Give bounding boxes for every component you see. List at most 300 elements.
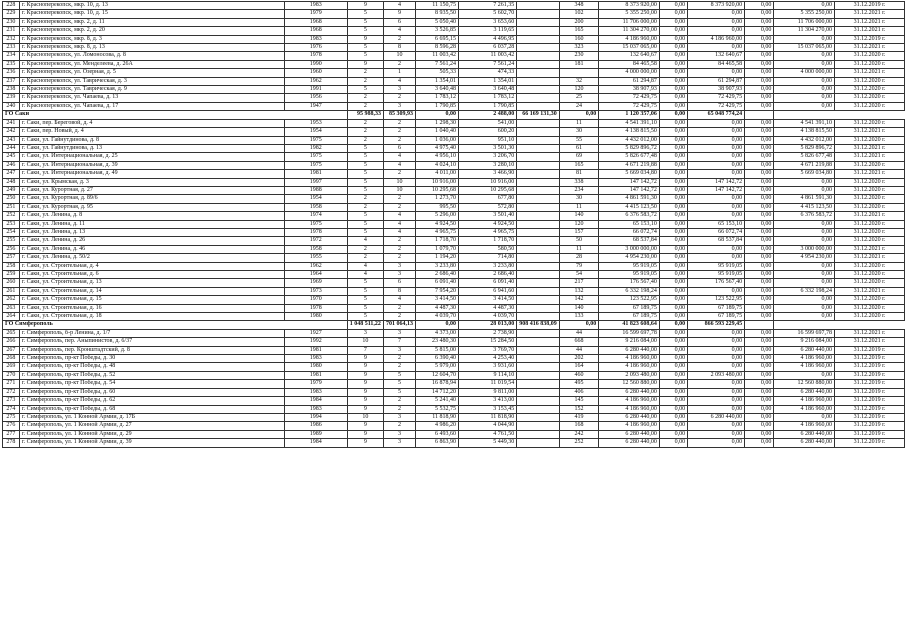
table-cell: 668 xyxy=(559,338,599,346)
table-cell: 0,00 xyxy=(659,44,687,52)
table-cell: 0,00 xyxy=(659,296,687,304)
table-cell: 234 xyxy=(559,186,599,194)
table-cell xyxy=(517,329,560,337)
table-cell: 1979 xyxy=(284,10,347,18)
table-cell: 6 493,60 xyxy=(415,430,458,438)
row-number: 229 xyxy=(3,10,20,18)
table-cell: 6 390,40 xyxy=(415,355,458,363)
table-cell: 67 189,75 xyxy=(599,313,660,321)
table-cell: 2 686,40 xyxy=(459,271,517,279)
address-cell: г. Саки, ул. Ленина, д. 46 xyxy=(19,245,284,253)
table-cell: 460 xyxy=(559,371,599,379)
table-cell: 1978 xyxy=(284,228,347,236)
table-cell: 0,00 xyxy=(659,18,687,26)
table-cell: 1984 xyxy=(284,439,347,447)
table-cell: 1 354,01 xyxy=(459,77,517,85)
address-cell: г. Симферополь, ул. 1 Конной Армии, д. 17Б xyxy=(19,413,284,421)
subtotal-cell: 85 309,93 xyxy=(383,111,415,119)
table-cell: 11 xyxy=(559,245,599,253)
table-cell: 0,00 xyxy=(659,77,687,85)
table-cell xyxy=(517,254,560,262)
row-number: 271 xyxy=(3,380,20,388)
table-cell: 0,00 xyxy=(774,304,835,312)
table-cell: 0,00 xyxy=(688,203,745,211)
row-number: 261 xyxy=(3,287,20,295)
table-cell: 0,00 xyxy=(745,119,774,127)
table-cell: 10 295,68 xyxy=(415,186,458,194)
table-cell: 31.12.2020 г. xyxy=(834,237,904,245)
table-cell: 323 xyxy=(559,44,599,52)
table-cell: 3 xyxy=(383,86,415,94)
table-cell: 2 xyxy=(347,203,383,211)
table-cell: 0,00 xyxy=(745,245,774,253)
table-cell: 31.12.2020 г. xyxy=(834,52,904,60)
subtotal-cell: 28 013,00 xyxy=(459,321,517,329)
address-cell: г. Саки, ул. Ленина, д. 8 xyxy=(19,212,284,220)
table-cell: 55 xyxy=(559,136,599,144)
table-cell: 0,00 xyxy=(659,430,687,438)
table-cell: 2 xyxy=(383,355,415,363)
table-row xyxy=(3,77,905,85)
table-cell xyxy=(517,170,560,178)
table-cell: 1968 xyxy=(284,18,347,26)
table-cell: 1992 xyxy=(284,338,347,346)
table-cell: 2 093 480,00 xyxy=(599,371,660,379)
table-cell xyxy=(517,228,560,236)
table-cell: 0,00 xyxy=(659,262,687,270)
table-cell xyxy=(517,346,560,354)
table-cell: 5 355 250,00 xyxy=(774,10,835,18)
table-cell: 2 xyxy=(383,422,415,430)
table-cell: 12 604,70 xyxy=(415,371,458,379)
table-row xyxy=(3,254,905,262)
table-row xyxy=(3,228,905,236)
table-cell: 147 142,72 xyxy=(688,178,745,186)
table-cell: 133 xyxy=(559,313,599,321)
table-cell: 9 216 084,00 xyxy=(774,338,835,346)
table-cell: 95 919,05 xyxy=(688,271,745,279)
table-row xyxy=(3,279,905,287)
table-cell: 31.12.2019 г. xyxy=(834,413,904,421)
table-row xyxy=(3,287,905,295)
row-number: 252 xyxy=(3,212,20,220)
table-cell: 0,00 xyxy=(745,195,774,203)
table-cell: 4 253,40 xyxy=(459,355,517,363)
table-cell: 0,00 xyxy=(688,439,745,447)
table-cell: 30 xyxy=(559,128,599,136)
table-cell: 31.12.2020 г. xyxy=(834,262,904,270)
address-cell: г. Саки, ул. Интернациональная, д. 39 xyxy=(19,161,284,169)
subtotal-cell: 0,00 xyxy=(659,321,687,329)
table-row xyxy=(3,10,905,18)
table-cell: 0,00 xyxy=(774,220,835,228)
address-cell: г. Красноперекопск, ул. Менделеева, д. 26А xyxy=(19,60,284,68)
table-cell: 3 414,50 xyxy=(415,296,458,304)
table-cell: 16 599 697,78 xyxy=(599,329,660,337)
table-cell xyxy=(517,279,560,287)
table-row xyxy=(3,388,905,396)
table-cell: 84 465,58 xyxy=(688,60,745,68)
table-cell: 4 373,00 xyxy=(415,329,458,337)
table-cell: 200 xyxy=(559,18,599,26)
table-cell: 0,00 xyxy=(688,363,745,371)
table-cell: 5 xyxy=(347,161,383,169)
table-cell: 5 826 677,48 xyxy=(599,153,660,161)
table-cell xyxy=(517,262,560,270)
table-row xyxy=(3,27,905,35)
address-cell: г. Саки, пер. Новый, д. 4 xyxy=(19,128,284,136)
table-cell: 1 354,01 xyxy=(415,77,458,85)
address-cell: г. Саки, ул. Строительная, д. 16 xyxy=(19,304,284,312)
row-number: 247 xyxy=(3,170,20,178)
table-row xyxy=(3,60,905,68)
row-number: 264 xyxy=(3,313,20,321)
table-cell: 5 xyxy=(347,144,383,152)
table-cell: 0,00 xyxy=(774,77,835,85)
table-cell: 0,00 xyxy=(745,136,774,144)
table-cell xyxy=(517,161,560,169)
table-cell: 5 xyxy=(347,10,383,18)
table-cell: 1978 xyxy=(284,304,347,312)
table-cell: 0,00 xyxy=(745,363,774,371)
table-cell: 6 376 583,72 xyxy=(599,212,660,220)
table-cell: 0,00 xyxy=(745,170,774,178)
table-cell: 3 640,48 xyxy=(415,86,458,94)
table-cell: 38 907,93 xyxy=(599,86,660,94)
row-number: 238 xyxy=(3,86,20,94)
table-cell: 123 522,95 xyxy=(688,296,745,304)
table-cell: 0,00 xyxy=(774,60,835,68)
table-cell: 2 xyxy=(383,237,415,245)
address-cell: г. Симферополь, пр-кт Победы, д. 48 xyxy=(19,363,284,371)
table-cell: 10 xyxy=(347,413,383,421)
table-cell xyxy=(517,102,560,110)
table-cell: 95 919,05 xyxy=(599,262,660,270)
table-cell: 0,00 xyxy=(688,161,745,169)
table-cell: 6 091,40 xyxy=(459,279,517,287)
table-cell: 2 xyxy=(383,245,415,253)
table-row xyxy=(3,35,905,43)
address-cell: г. Симферополь, ул. 1 Конной Армии, д. 39 xyxy=(19,439,284,447)
table-cell: 3 233,80 xyxy=(415,262,458,270)
row-number: 253 xyxy=(3,220,20,228)
table-cell: 0,00 xyxy=(774,228,835,236)
table-cell: 0,00 xyxy=(688,136,745,144)
table-cell: 6 280 440,00 xyxy=(599,413,660,421)
table-cell: 3 xyxy=(383,439,415,447)
table-cell: 4 954 230,00 xyxy=(774,254,835,262)
table-cell: 0,00 xyxy=(774,296,835,304)
row-number: 232 xyxy=(3,35,20,43)
table-cell xyxy=(517,144,560,152)
table-cell: 5 xyxy=(347,86,383,94)
table-cell: 4 186 960,00 xyxy=(599,405,660,413)
table-cell: 9 xyxy=(347,355,383,363)
table-cell: 3 501,30 xyxy=(459,144,517,152)
table-cell: 0,00 xyxy=(659,69,687,77)
row-number: 245 xyxy=(3,153,20,161)
row-number: 273 xyxy=(3,397,20,405)
address-cell: г. Саки, ул. Ленина, д. 50/2 xyxy=(19,254,284,262)
table-cell: 5 xyxy=(383,371,415,379)
table-cell: 157 xyxy=(559,228,599,236)
table-cell: 505,33 xyxy=(415,69,458,77)
table-cell: 0,00 xyxy=(745,153,774,161)
table-cell: 0,00 xyxy=(774,102,835,110)
table-cell: 4 039,70 xyxy=(415,313,458,321)
table-cell: 3 931,60 xyxy=(459,363,517,371)
table-cell: 10 xyxy=(383,178,415,186)
table-cell: 3 233,80 xyxy=(459,262,517,270)
subtotal-cell: 2 488,00 xyxy=(459,111,517,119)
row-number: 256 xyxy=(3,245,20,253)
table-cell: 9 811,00 xyxy=(459,388,517,396)
table-cell: 0,00 xyxy=(659,413,687,421)
table-cell xyxy=(517,69,560,77)
table-cell: 3 653,60 xyxy=(459,18,517,26)
table-cell: 5 xyxy=(347,27,383,35)
table-cell: 4 965,75 xyxy=(415,228,458,236)
table-cell: 140 xyxy=(559,212,599,220)
table-cell: 11 xyxy=(559,203,599,211)
table-cell: 69 xyxy=(559,153,599,161)
table-cell: 7 561,24 xyxy=(459,60,517,68)
table-cell: 0,00 xyxy=(745,228,774,236)
row-number: 228 xyxy=(3,2,20,10)
row-number: 242 xyxy=(3,128,20,136)
subtotal-cell: 95 988,33 xyxy=(347,111,383,119)
table-cell: 0,00 xyxy=(745,413,774,421)
table-cell: 7 xyxy=(383,338,415,346)
table-cell xyxy=(517,136,560,144)
table-cell: 2 xyxy=(347,94,383,102)
table-cell: 1979 xyxy=(284,380,347,388)
table-row xyxy=(3,355,905,363)
table-cell: 6 xyxy=(383,18,415,26)
table-cell: 1960 xyxy=(284,69,347,77)
table-cell: 1927 xyxy=(284,329,347,337)
table-cell: 0,00 xyxy=(745,439,774,447)
table-cell: 72 429,75 xyxy=(599,102,660,110)
subtotal-cell: 65 048 774,24 xyxy=(688,111,745,119)
subtotal-cell: 908 416 838,09 xyxy=(517,321,560,329)
table-cell: 0,00 xyxy=(774,413,835,421)
table-cell: 10 xyxy=(383,186,415,194)
table-cell: 9 xyxy=(347,371,383,379)
table-row xyxy=(3,405,905,413)
table-cell: 6 280 440,00 xyxy=(774,439,835,447)
table-cell: 1954 xyxy=(284,128,347,136)
table-cell: 31.12.2020 г. xyxy=(834,296,904,304)
table-cell: 31.12.2020 г. xyxy=(834,313,904,321)
table-cell: 0,00 xyxy=(745,161,774,169)
table-cell: 2 xyxy=(383,170,415,178)
table-cell: 67 189,75 xyxy=(688,304,745,312)
table-cell: 6 091,40 xyxy=(415,279,458,287)
table-cell: 1978 xyxy=(284,52,347,60)
table-row xyxy=(3,245,905,253)
table-cell: 160 xyxy=(559,35,599,43)
table-cell: 72 429,75 xyxy=(599,94,660,102)
table-cell xyxy=(517,304,560,312)
table-row xyxy=(3,313,905,321)
table-cell: 165 xyxy=(559,161,599,169)
row-number: 249 xyxy=(3,186,20,194)
table-cell: 31.12.2019 г. xyxy=(834,380,904,388)
table-cell: 4 924,50 xyxy=(459,220,517,228)
address-cell: г. Саки, ул. Ленина, д. 26 xyxy=(19,237,284,245)
table-cell: 0,00 xyxy=(745,27,774,35)
table-cell: 0,00 xyxy=(745,212,774,220)
table-cell: 31.12.2020 г. xyxy=(834,304,904,312)
table-cell: 0,00 xyxy=(688,69,745,77)
table-cell: 84 465,58 xyxy=(599,60,660,68)
table-cell: 1970 xyxy=(284,296,347,304)
table-cell: 4 975,40 xyxy=(415,144,458,152)
address-cell: г. Саки, ул. Строительная, д. 6 xyxy=(19,271,284,279)
table-cell: 9 xyxy=(347,35,383,43)
table-cell: 4 xyxy=(347,271,383,279)
address-cell: г. Симферополь, ул. 1 Конной Армии, д. 29 xyxy=(19,430,284,438)
table-cell xyxy=(517,178,560,186)
table-cell: 9 xyxy=(347,388,383,396)
table-cell: 140 xyxy=(559,304,599,312)
table-cell: 0,00 xyxy=(688,128,745,136)
table-cell: 7 xyxy=(347,346,383,354)
table-cell: 28 xyxy=(559,254,599,262)
table-cell: 0,00 xyxy=(659,212,687,220)
address-cell: г. Саки, ул. Строительная, д. 4 xyxy=(19,262,284,270)
row-number: 240 xyxy=(3,102,20,110)
table-cell: 4 044,90 xyxy=(459,422,517,430)
table-cell: 68 537,84 xyxy=(599,237,660,245)
table-cell: 0,00 xyxy=(745,94,774,102)
address-cell: г. Симферополь, пер. Кронштадтский, д. 8 xyxy=(19,346,284,354)
table-cell: 31.12.2019 г. xyxy=(834,397,904,405)
table-cell: 31.12.2019 г. xyxy=(834,346,904,354)
table-cell: 0,00 xyxy=(659,52,687,60)
table-cell: 1956 xyxy=(284,94,347,102)
row-number: 265 xyxy=(3,329,20,337)
table-cell: 6 332 198,24 xyxy=(599,287,660,295)
table-cell: 0,00 xyxy=(774,52,835,60)
table-cell: 0,00 xyxy=(774,271,835,279)
table-cell: 132 xyxy=(559,287,599,295)
table-row xyxy=(3,430,905,438)
table-cell: 5 669 034,80 xyxy=(774,170,835,178)
table-cell: 0,00 xyxy=(688,10,745,18)
table-cell: 677,80 xyxy=(459,195,517,203)
table-row xyxy=(3,18,905,26)
table-cell: 31.12.2021 г. xyxy=(834,245,904,253)
table-cell: 68 537,84 xyxy=(688,237,745,245)
table-cell: 2 xyxy=(383,363,415,371)
address-cell: г. Саки, ул. Интернациональная, д. 49 xyxy=(19,170,284,178)
table-cell: 0,00 xyxy=(745,60,774,68)
table-cell: 1983 xyxy=(284,2,347,10)
table-cell: 7 561,24 xyxy=(415,60,458,68)
table-cell: 9 216 084,00 xyxy=(599,338,660,346)
table-cell: 0,00 xyxy=(745,186,774,194)
table-cell: 30 xyxy=(559,195,599,203)
table-cell: 0,00 xyxy=(745,405,774,413)
table-cell: 572,80 xyxy=(459,203,517,211)
table-cell: 6 280 440,00 xyxy=(599,439,660,447)
table-cell: 1972 xyxy=(284,237,347,245)
table-cell: 0,00 xyxy=(745,371,774,379)
table-cell: 5 829 896,72 xyxy=(599,144,660,152)
table-row xyxy=(3,422,905,430)
row-number: 266 xyxy=(3,338,20,346)
table-cell: 1991 xyxy=(284,86,347,94)
table-cell: 0,00 xyxy=(745,422,774,430)
table-cell: 4 432 012,00 xyxy=(774,136,835,144)
table-cell: 176 567,40 xyxy=(688,279,745,287)
district-subtotal-row xyxy=(3,111,905,119)
table-cell: 4 xyxy=(383,212,415,220)
row-number: 254 xyxy=(3,228,20,236)
table-cell: 10 916,00 xyxy=(459,178,517,186)
table-cell: 0,00 xyxy=(774,186,835,194)
table-cell: 4 186 960,00 xyxy=(599,397,660,405)
table-cell: 0,00 xyxy=(745,220,774,228)
table-cell: 1989 xyxy=(284,430,347,438)
table-row xyxy=(3,271,905,279)
table-cell: 2 xyxy=(383,304,415,312)
table-cell: 0,00 xyxy=(745,52,774,60)
table-cell: 145 xyxy=(559,397,599,405)
table-cell: 0,00 xyxy=(659,86,687,94)
address-cell: г. Саки, ул. Ленина, д. 11 xyxy=(19,220,284,228)
table-cell: 2 xyxy=(347,69,383,77)
table-cell: 0,00 xyxy=(659,338,687,346)
table-cell: 1981 xyxy=(284,371,347,379)
table-cell: 0,00 xyxy=(745,380,774,388)
table-cell: 1984 xyxy=(284,397,347,405)
table-cell xyxy=(517,18,560,26)
table-cell: 5 xyxy=(347,153,383,161)
table-cell xyxy=(517,413,560,421)
table-cell: 3 xyxy=(383,430,415,438)
table-cell: 24 xyxy=(559,102,599,110)
table-cell: 2 xyxy=(383,397,415,405)
table-cell: 4 861 591,30 xyxy=(599,195,660,203)
table-cell: 31.12.2019 г. xyxy=(834,355,904,363)
table-cell: 0,00 xyxy=(745,44,774,52)
table-cell: 164 xyxy=(559,363,599,371)
table-cell xyxy=(517,195,560,203)
table-cell: 0,00 xyxy=(659,35,687,43)
table-cell: 0,00 xyxy=(659,405,687,413)
table-cell: 5 xyxy=(383,388,415,396)
address-cell: г. Симферополь, пр-кт Победы, д. 52 xyxy=(19,371,284,379)
address-cell: г. Красноперекопск, ул. Таврическая, д. 3 xyxy=(19,77,284,85)
table-cell: 5 355 250,00 xyxy=(599,10,660,18)
table-cell: 31.12.2021 г. xyxy=(834,128,904,136)
address-cell: г. Саки, ул. Курортная, д. 95 xyxy=(19,203,284,211)
table-cell: 176 567,40 xyxy=(599,279,660,287)
address-cell: г. Симферополь, пр-кт Победы, д. 62 xyxy=(19,397,284,405)
address-cell: г. Саки, ул. Гайнутдинова, д. 13 xyxy=(19,144,284,152)
table-cell: 95 919,05 xyxy=(688,262,745,270)
table-cell: 10 xyxy=(347,338,383,346)
table-cell: 1983 xyxy=(284,388,347,396)
row-number: 230 xyxy=(3,18,20,26)
table-cell: 0,00 xyxy=(688,338,745,346)
table-cell: 0,00 xyxy=(659,170,687,178)
table-cell: 1 xyxy=(383,69,415,77)
table-cell: 31.12.2020 г. xyxy=(834,77,904,85)
